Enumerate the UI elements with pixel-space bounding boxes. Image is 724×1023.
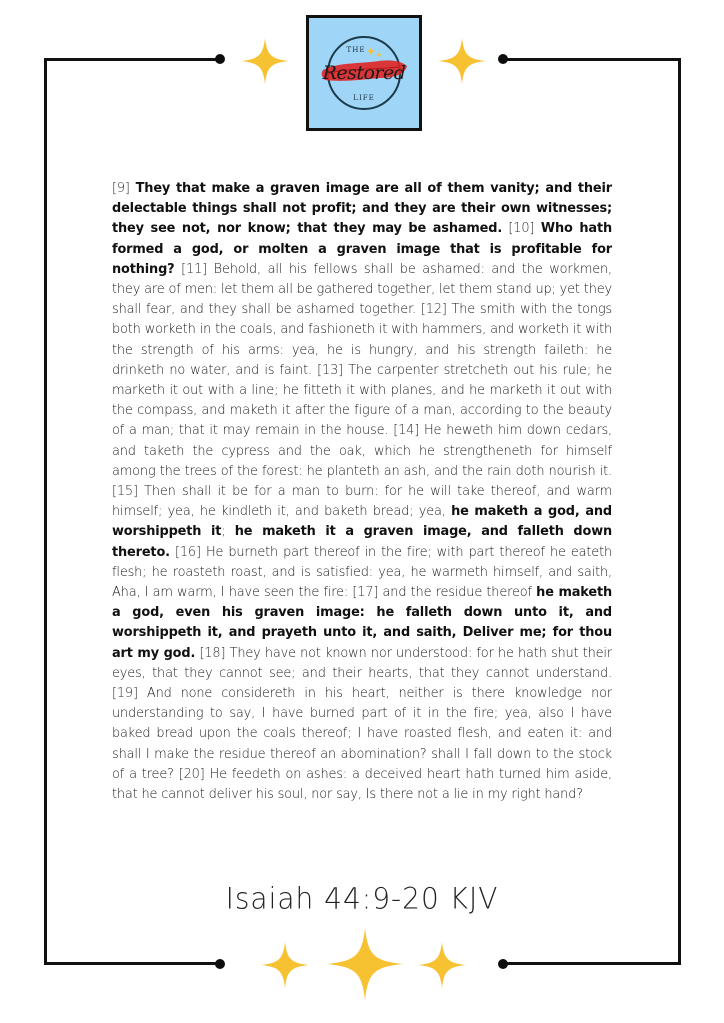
frame-dot-top-right [498,54,508,64]
logo-the-text: THE [346,46,366,54]
sparkle-icon [240,36,290,86]
passage-text: He feedeth on ashes: a deceived heart hath turned him aside, that he cannot deliver his soul, nor say, Is there not a lie in my right hand? [112,766,612,803]
passage-text: The carpenter stretcheth out his rule; he marketh it out with a line; he fitteth it with planes, and he marketh it out with the compass, and maketh it after the figure of a man, according to the beauty of a man; that it may remain in the house. [112,362,613,439]
sparkle-icon [437,36,487,86]
emphasized-text: They that make a graven image are all of them vanity; and their delectable things shall not profit; and they are their own witnesses; they see not, nor know; that they may be ashamed. [112,181,612,237]
passage-text: ; [221,524,235,540]
passage-text: They have not known nor understood: for he hath shut their eyes, that they cannot see; and their hearts, that they cannot understand. [112,645,613,681]
frame-dot-top-left [215,54,225,64]
passage-text: He heweth him down cedars, and taketh the cypress and the oak, which he strengtheneth for himself among the trees of the forest: he planteth an ash, and the rain doth nourish it. [112,423,612,479]
frame-bottom-right [503,962,681,965]
emphasized-text: Who hath formed a god, or molten a graven image that is profitable for nothing? [112,221,612,277]
verse-number: [13] [311,362,344,378]
verse-number: [12] [416,302,447,318]
passage-text: The smith with the tongs both worketh in the coals, and fashioneth it with hammers, and worketh it with the strength of his arms: yea, he is hungry, and his strength faileth: he drinketh no water, and is faint. [112,302,613,378]
passage-text: Then shall it be for a man to burn: for he will take thereof, and warm himself; yea, he kindleth it, and baketh bread; yea, [112,484,612,520]
emphasized-text: he maketh a god, even his graven image: he falleth down unto it, and worshippeth it, and prayeth unto it, and saith, Deliver me; for thou art my god. [112,585,613,661]
verse-number: [11] [174,261,208,277]
logo-script-text: Restored [322,62,406,84]
sparkle-icon [327,926,403,1002]
logo [306,15,422,131]
verse-number: [15] [112,484,138,500]
scripture-reference: Isaiah 44:9-20 KJV [225,881,499,916]
verse-number: [10] [502,221,535,237]
frame-top-left [44,58,220,61]
sparkle-icon [417,940,467,990]
verse-number: [17] [348,585,379,601]
verse-number: [9] [112,181,130,196]
frame-left [44,58,47,965]
verse-number: [16] [169,544,201,560]
sparkle-icon [260,940,310,990]
emphasized-text: he maketh it a graven image, and falleth down thereto. [112,524,613,560]
frame-top-right [503,58,681,61]
verse-number: [18] [195,645,226,661]
emphasized-text: he maketh a god, and worshippeth it [112,504,612,540]
frame-dot-bottom-right [498,959,508,969]
frame-right [678,58,681,965]
verse-number: [19] [112,686,138,702]
frame-dot-bottom-left [215,959,225,969]
verse-number: [14] [388,423,420,439]
frame-bottom-left [44,962,220,965]
passage-text: and the residue thereof [378,585,537,601]
passage-text: And none considereth in his heart, neither is there knowledge nor understanding to say, I have burned part of it in the fire; yea, also I have baked bread upon the coals thereof; I have roasted flesh, and eaten it: and shall I make the residue thereof an abomination? shall I fall down to the stock of a tree? [112,686,612,782]
logo-life-text: LIFE [353,94,375,102]
passage-text: He burneth part thereof in the fire; with part thereof he eateth flesh; he roasteth roast, and is satisfied: yea, he warmeth himself, and saith, Aha, I am warm, I have seen the fire: [112,544,613,601]
verse-number: [20] [173,766,205,782]
passage-text: Behold, all his fellows shall be ashamed: and the workmen, they are of men: let them all be gathered together, let them stand up; yet they shall fear, and they shall be ashamed together. [112,261,612,318]
scripture-passage [112,179,612,805]
